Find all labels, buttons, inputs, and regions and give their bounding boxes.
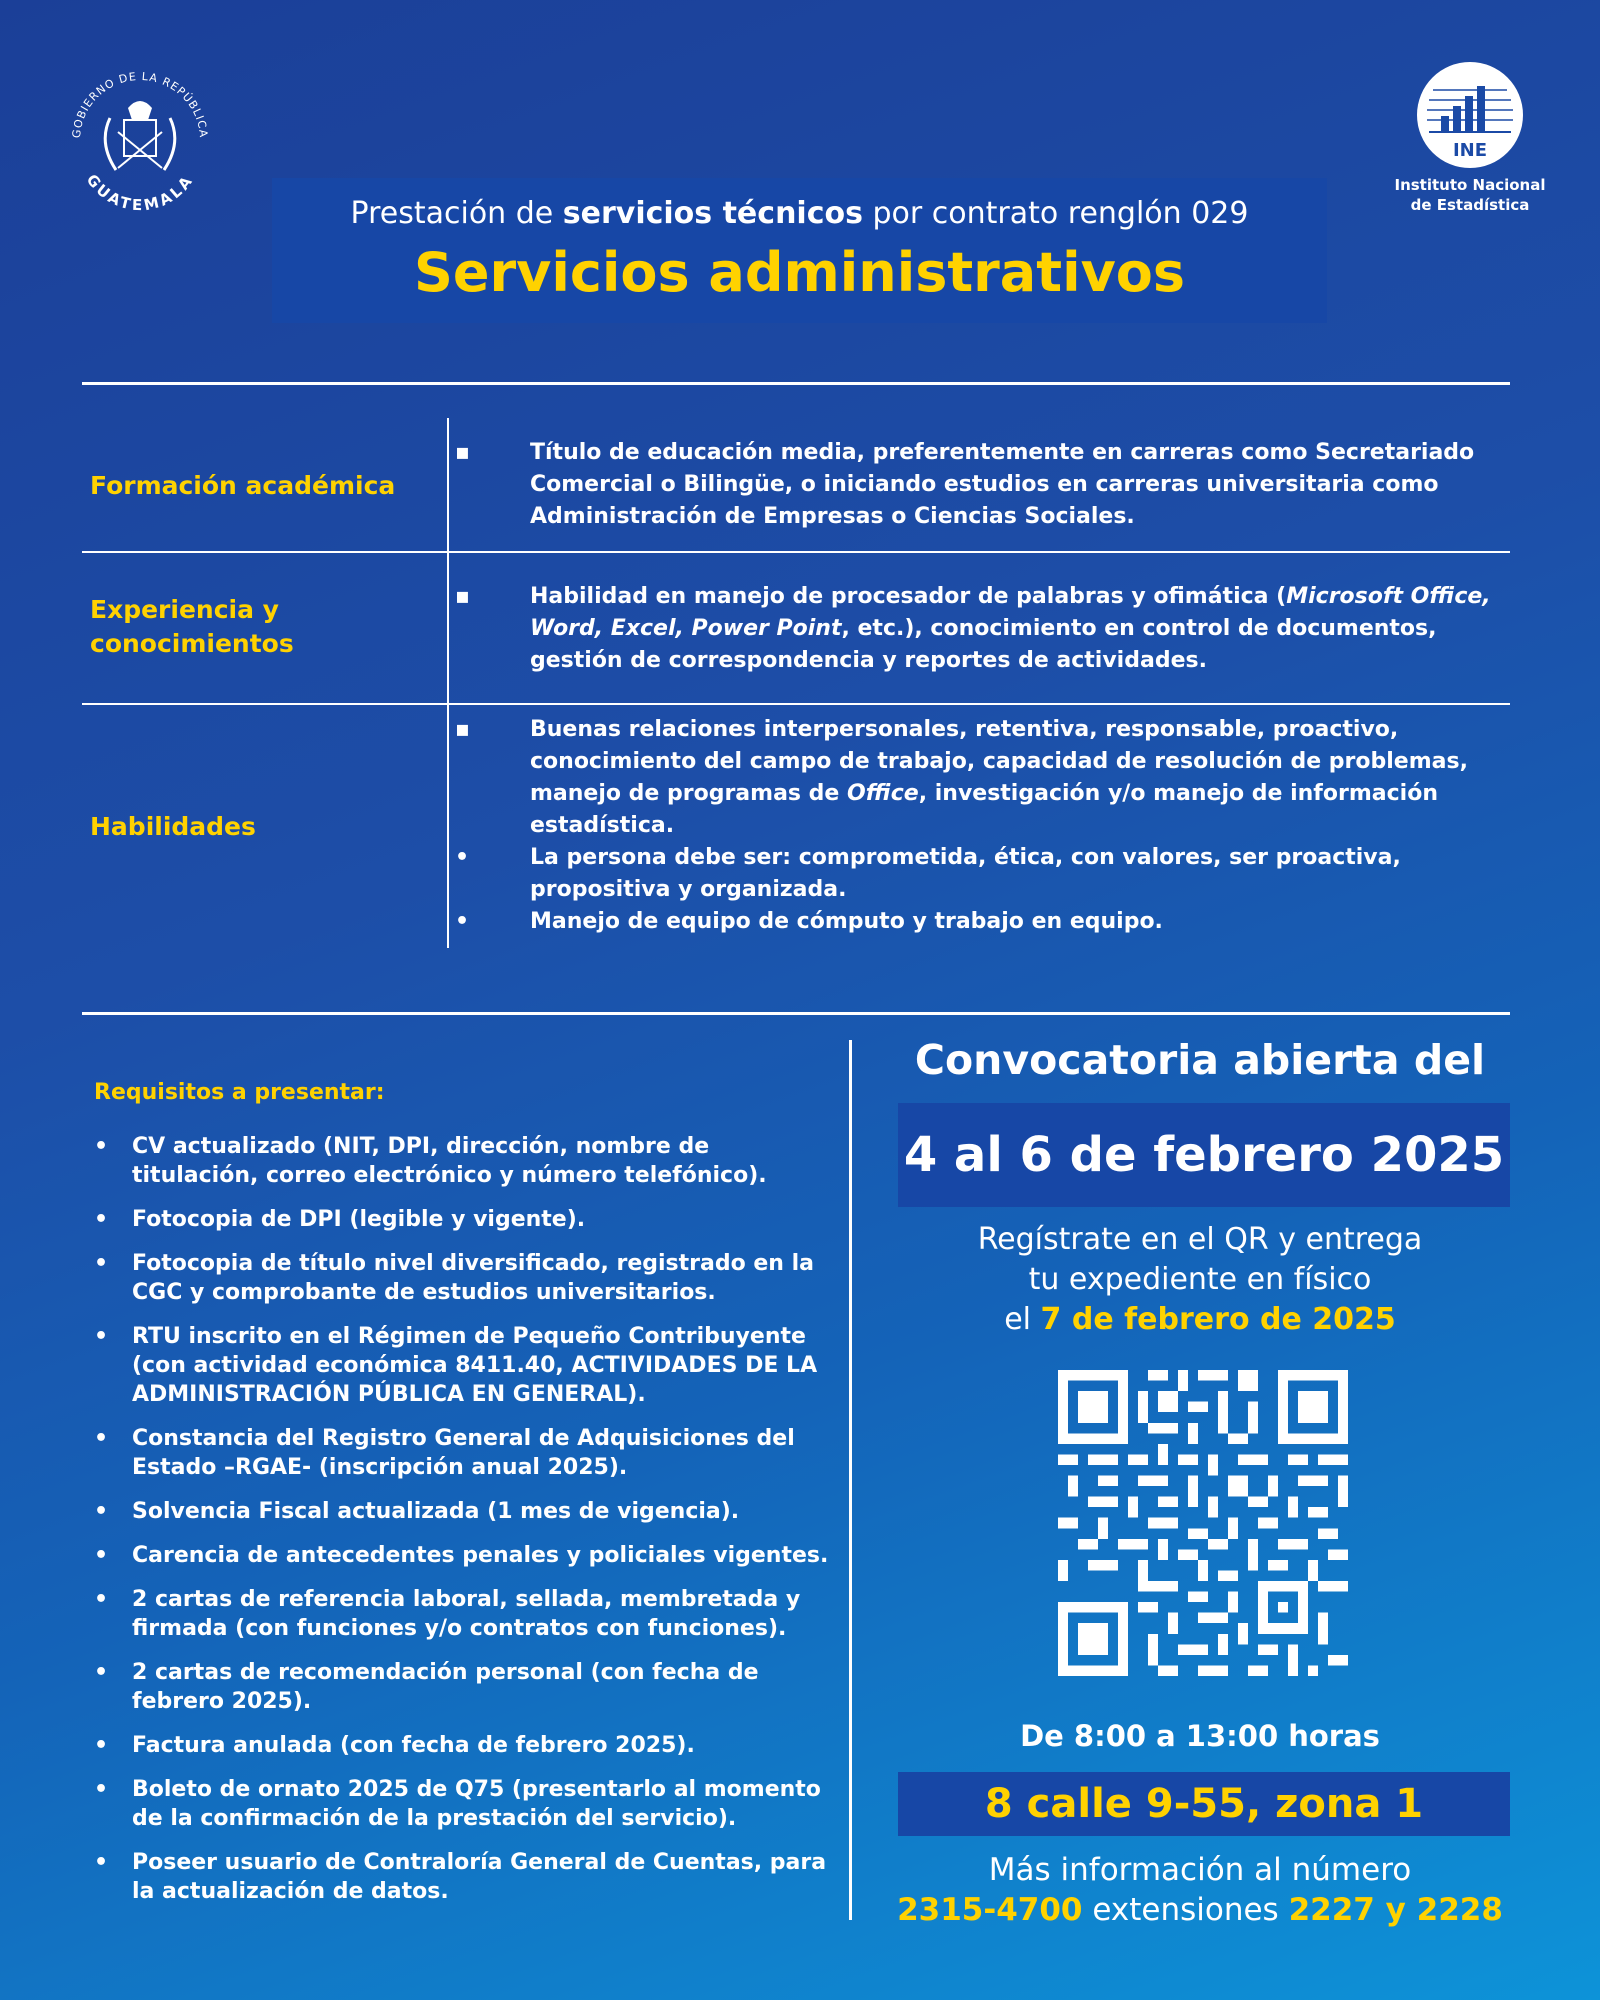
item-text: La persona debe ser: comprometida, ética, con valores, ser proactiva, propositiva y organizada. — [530, 845, 1401, 902]
list-item: • Solvencia Fiscal actualizada (1 mes de vigencia). — [92, 1497, 832, 1526]
list-item — [455, 581, 1500, 677]
hours: De 8:00 a 13:00 horas — [1020, 1719, 1380, 1753]
register-line3-prefix: el — [1004, 1302, 1041, 1337]
item-text: , investigación y/o manejo de información estadística. — [530, 781, 1438, 838]
list-item: • Constancia del Registro General de Adquisiciones del Estado –RGAE- (inscripción anual 2025). — [92, 1424, 832, 1482]
list-item: • Fotocopia de título nivel diversificado, registrado en la CGC y comprobante de estudios universitarios. — [92, 1249, 832, 1307]
list-item: • 2 cartas de recomendación personal (con fecha de febrero 2025). — [92, 1658, 832, 1716]
delivery-date: 7 de febrero de 2025 — [1040, 1302, 1396, 1337]
label-experiencia-line1: Experiencia y — [90, 595, 279, 624]
list-item: • Factura anulada (con fecha de febrero 2025). — [92, 1731, 832, 1760]
list-item: • Carencia de antecedentes penales y policiales vigentes. — [92, 1541, 832, 1570]
requirements-list — [92, 1132, 832, 1921]
divider — [82, 703, 1510, 705]
list-item: • CV actualizado (NIT, DPI, dirección, nombre de titulación, correo electrónico y número telefónico). — [92, 1132, 832, 1190]
square-bullet-icon: ▪ — [455, 440, 470, 465]
table-vertical-rule — [447, 418, 449, 948]
item-text: , etc.), conocimiento en control de documentos, gestión de correspondencia y reportes de actividades. — [530, 616, 1437, 673]
phone-number: 2315-4700 — [897, 1892, 1083, 1928]
qr-code[interactable] — [1058, 1370, 1348, 1676]
register-line1: Regístrate en el QR y entrega — [977, 1222, 1423, 1257]
item-text-italic: Office — [847, 781, 919, 806]
register-line2: tu expediente en físico — [1028, 1262, 1372, 1297]
address-box — [898, 1772, 1510, 1836]
seal-bottom-text: GUATEMALA — [82, 170, 198, 215]
requirements-title: Requisitos a presentar: — [94, 1080, 385, 1105]
ine-name-line1: Instituto Nacional — [1394, 176, 1546, 194]
address: 8 calle 9-55, zona 1 — [984, 1781, 1424, 1827]
list-item — [455, 906, 1500, 938]
header-sub-prefix: Prestación de — [350, 196, 563, 231]
list-habilidades — [455, 714, 1500, 938]
extensions-label: extensiones — [1082, 1892, 1289, 1928]
ine-abbr: INE — [1452, 140, 1488, 161]
header-subtitle — [272, 194, 1327, 234]
divider — [82, 382, 1510, 385]
ine-logo — [1415, 60, 1525, 170]
section-vertical-rule — [849, 1040, 852, 1920]
list-item — [455, 714, 1500, 842]
item-text: Habilidad en manejo de procesador de palabras y ofimática ( — [530, 584, 1287, 609]
list-item: • Poseer usuario de Contraloría General de Cuentas, para la actualización de datos. — [92, 1848, 832, 1906]
header-sub-suffix: por contrato renglón 029 — [862, 196, 1249, 231]
info-line1: Más información al número — [988, 1852, 1412, 1888]
list-experiencia — [455, 581, 1500, 677]
ine-name — [1380, 175, 1560, 215]
seal-top-text: GOBIERNO DE LA REPÚBLICA — [69, 69, 211, 139]
item-text: Buenas relaciones interpersonales, retentiva, responsable, proactivo, conocimiento del campo de trabajo, capacidad de resolución de problemas, manejo de programas de — [530, 717, 1468, 806]
list-item: • 2 cartas de referencia laboral, sellada, membretada y firmada (con funciones y/o contratos con funciones). — [92, 1585, 832, 1643]
square-bullet-icon: ▪ — [455, 717, 470, 742]
svg-text:GUATEMALA — [83, 171, 198, 215]
list-item: • RTU inscrito en el Régimen de Pequeño Contribuyente (con actividad económica 8411.40, ACTIVIDADES DE LA ADMINISTRACIÓN PÚBLICA EN GENERAL). — [92, 1322, 832, 1409]
date-box — [898, 1103, 1510, 1207]
header-box — [272, 178, 1327, 323]
divider — [82, 551, 1510, 553]
label-formacion: Formación académica — [90, 471, 396, 500]
call-title: Convocatoria abierta del — [914, 1036, 1486, 1084]
square-bullet-icon: ▪ — [455, 584, 470, 609]
page-title: Servicios administrativos — [413, 241, 1186, 304]
round-bullet-icon: • — [455, 845, 470, 870]
label-experiencia-line2: conocimientos — [90, 629, 294, 658]
extensions: 2227 y 2228 — [1288, 1892, 1503, 1928]
label-habilidades: Habilidades — [90, 812, 256, 841]
ine-name-line2: de Estadística — [1410, 196, 1530, 214]
item-text: Manejo de equipo de cómputo y trabajo en equipo. — [530, 909, 1163, 934]
register-line3 — [850, 1300, 1550, 1340]
label-experiencia — [90, 593, 430, 661]
guatemala-seal — [58, 58, 222, 222]
round-bullet-icon: • — [455, 909, 470, 934]
list-item — [455, 842, 1500, 906]
item-text: Título de educación media, preferentemente en carreras como Secretariado Comercial o Bilingüe, o iniciando estudios en carreras universitaria como Administración de Empresas o Ciencias Sociales. — [530, 440, 1475, 529]
list-item: • Fotocopia de DPI (legible y vigente). — [92, 1205, 832, 1234]
register-instructions — [850, 1220, 1550, 1340]
list-item — [455, 437, 1500, 533]
divider — [82, 1012, 1510, 1015]
header-sub-bold: servicios técnicos — [562, 196, 863, 231]
list-item: • Boleto de ornato 2025 de Q75 (presentarlo al momento de la confirmación de la prestación del servicio). — [92, 1775, 832, 1833]
list-formacion — [455, 437, 1500, 533]
item-text-italic: Microsoft Office, Word, Excel, Power Point — [530, 584, 1491, 641]
call-dates: 4 al 6 de febrero 2025 — [903, 1127, 1505, 1183]
info-line2 — [850, 1890, 1550, 1930]
